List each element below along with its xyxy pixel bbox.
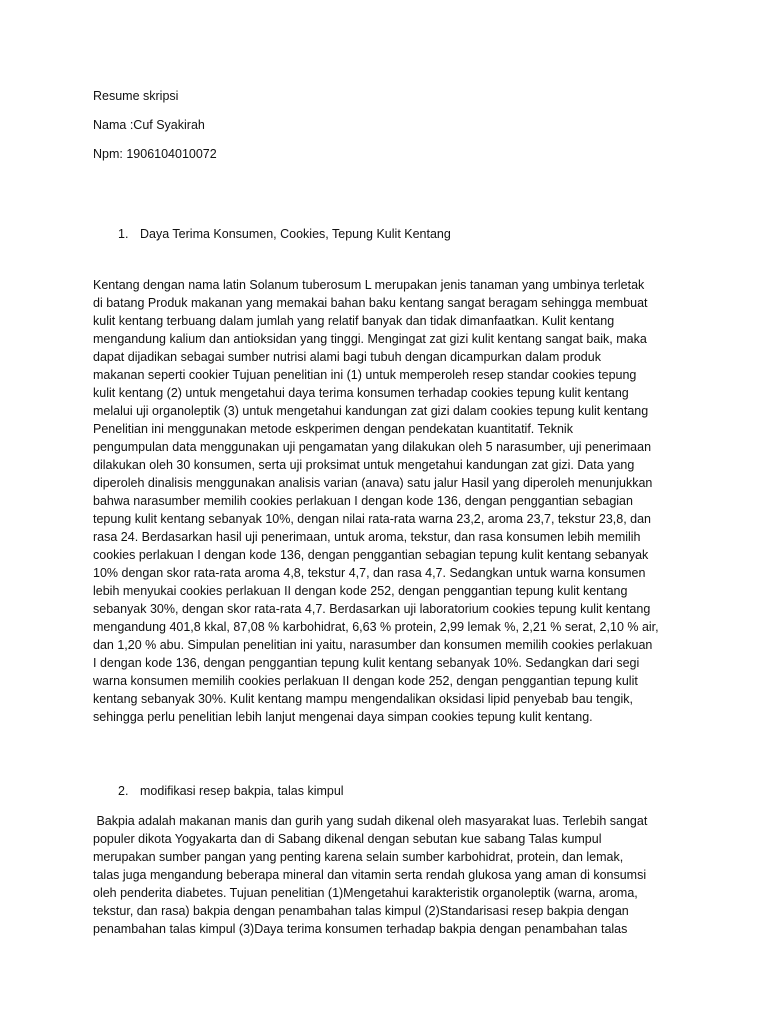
section-1-title: Daya Terima Konsumen, Cookies, Tepung Kulit Kentang [140, 227, 451, 241]
paragraph-line: penambahan talas kimpul (3)Daya terima konsumen terhadap bakpia dengan penambahan talas [93, 922, 628, 936]
paragraph-line: pengumpulan data menggunakan uji pengamatan yang dilakukan oleh 5 narasumber, uji penerimaan [93, 440, 652, 454]
author-name: Nama :Cuf Syakirah [93, 118, 205, 132]
paragraph-line: dan 1,20 % abu. Simpulan penelitian ini yaitu, narasumber dan konsumen memilih cookies perlakuan [93, 638, 653, 652]
paragraph-line: talas juga mengandung beberapa mineral dan vitamin serta rendah glukosa yang aman di konsumsi [93, 868, 647, 882]
paragraph-line: makanan seperti cookier Tujuan penelitian ini (1) untuk memperoleh resep standar cookies tepung [93, 368, 637, 382]
paragraph-line: kentang sebanyak 30%. Kulit kentang mampu mengendalikan oksidasi lipid penyebab bau tengik, [93, 692, 633, 706]
section-2-heading [118, 783, 344, 799]
paragraph-line: melalui uji organoleptik (3) untuk mengetahui kandungan zat gizi dalam cookies tepung kulit kentang [93, 404, 649, 418]
section-2-number: 2. [118, 784, 129, 798]
paragraph-line: I dengan kode 136, dengan penggantian tepung kulit kentang sebanyak 10%. Sedangkan dari segi [93, 656, 640, 670]
section-2-title: modifikasi resep bakpia, talas kimpul [140, 784, 344, 798]
paragraph-line: bahwa narasumber memilih cookies perlakuan I dengan kode 136, dengan penggantian sebagian [93, 494, 633, 508]
paragraph-line: dapat dijadikan sebagai sumber nutrisi alami bagi tubuh dengan dicampurkan dalam produk [93, 350, 601, 364]
paragraph-line: lebih menyukai cookies perlakuan II dengan kode 252, dengan penggantian tepung kulit kentang [93, 584, 628, 598]
section-1-heading [118, 226, 451, 242]
paragraph-line: Kentang dengan nama latin Solanum tuberosum L merupakan jenis tanaman yang umbinya terletak [93, 278, 645, 292]
paragraph-line: kulit kentang terbuang dalam jumlah yang relatif banyak dan tidak dimanfaatkan. Kulit kentang [93, 314, 615, 328]
paragraph-line: oleh penderita diabetes. Tujuan penelitian (1)Mengetahui karakteristik organoleptik (warna, aroma, [93, 886, 638, 900]
paragraph-line: di batang Produk makanan yang memakai bahan baku kentang sangat beragam sehingga membuat [93, 296, 648, 310]
paragraph-line: mengandung kalium dan antioksidan yang tinggi. Mengingat zat gizi kulit kentang sangat baik, maka [93, 332, 647, 346]
paragraph-line: dilakukan oleh 30 konsumen, serta uji proksimat untuk mengetahui kandungan zat gizi. Data yang [93, 458, 635, 472]
paragraph-line: mengandung 401,8 kkal, 87,08 % karbohidrat, 6,63 % protein, 2,99 lemak %, 2,21 % serat, 2,10 % air, [93, 620, 659, 634]
paragraph-line: tekstur, dan rasa) bakpia dengan penambahan talas kimpul (2)Standarisasi resep bakpia dengan [93, 904, 629, 918]
student-number: Npm: 1906104010072 [93, 147, 217, 161]
section-2-paragraph [93, 812, 683, 938]
paragraph-line: warna konsumen memilih cookies perlakuan II dengan kode 252, dengan penggantian tepung kulit [93, 674, 638, 688]
paragraph-line: sehingga perlu penelitian lebih lanjut mengenai daya simpan cookies tepung kulit kentang. [93, 710, 593, 724]
paragraph-line: merupakan sumber pangan yang penting karena selain sumber karbohidrat, protein, dan lemak, [93, 850, 624, 864]
paragraph-line: diperoleh dinalisis menggunakan analisis varian (anava) satu jalur Hasil yang diperoleh menunjukkan [93, 476, 653, 490]
paragraph-line: populer dikota Yogyakarta dan di Sabang dikenal dengan sebutan kue sabang Talas kumpul [93, 832, 602, 846]
paragraph-line: Penelitian ini menggunakan metode eskperimen dengan pendekatan kuantitatif. Teknik [93, 422, 573, 436]
paragraph-line: rasa 24. Berdasarkan hasil uji penerimaan, untuk aroma, tekstur, dan rasa konsumen lebih memilih [93, 530, 641, 544]
paragraph-line: kulit kentang (2) untuk mengetahui daya terima konsumen terhadap cookies tepung kulit kentang [93, 386, 629, 400]
section-1-number: 1. [118, 227, 129, 241]
paragraph-line: 10% dengan skor rata-rata aroma 4,8, tekstur 4,7, dan rasa 4,7. Sedangkan untuk warna konsumen [93, 566, 646, 580]
paragraph-line: cookies perlakuan I dengan kode 136, dengan penggantian sebagian tepung kulit kentang sebanyak [93, 548, 649, 562]
paragraph-line: Bakpia adalah makanan manis dan gurih yang sudah dikenal oleh masyarakat luas. Terlebih sangat [93, 814, 648, 828]
paragraph-line: tepung kulit kentang sebanyak 10%, dengan nilai rata-rata warna 23,2, aroma 23,7, tekstur 23,8, dan [93, 512, 652, 526]
paragraph-line: sebanyak 30%, dengan skor rata-rata 4,7. Berdasarkan uji laboratorium cookies tepung kulit kentang [93, 602, 651, 616]
section-1-paragraph [93, 276, 683, 726]
document-title: Resume skripsi [93, 89, 179, 103]
